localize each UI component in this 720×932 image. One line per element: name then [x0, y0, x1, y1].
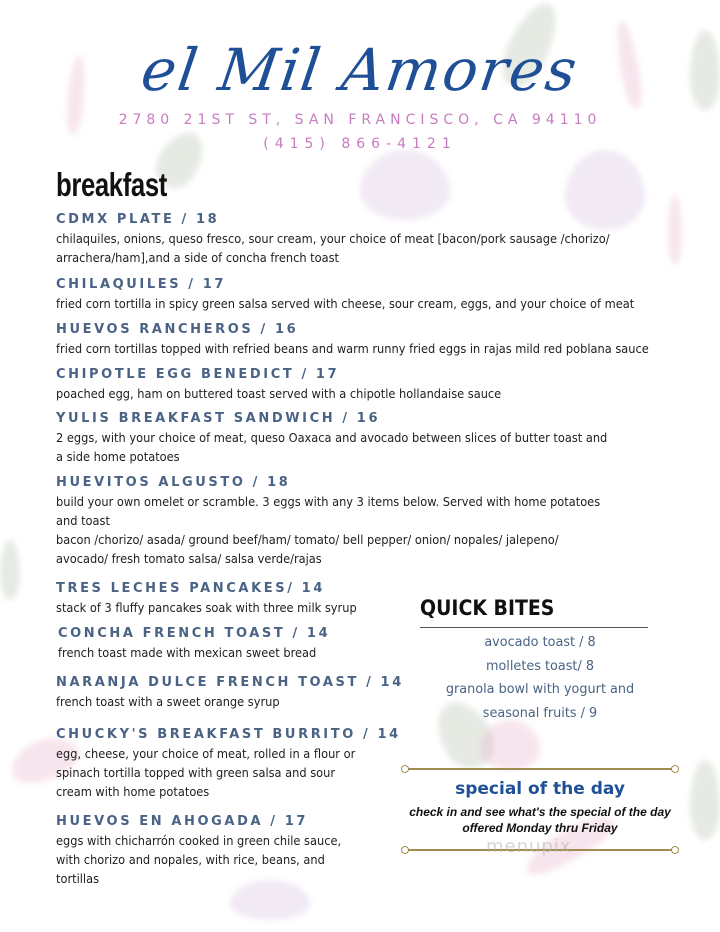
special-description: [395, 804, 685, 836]
desc-line: poached egg, ham on buttered toast served with a chipotle hollandaise sauce: [56, 386, 502, 401]
desc-line: with chorizo and nopales, with rice, beans, and: [56, 852, 325, 867]
desc-line: chilaquiles, onions, queso fresco, sour cream, your choice of meat [bacon/pork sausage /chorizo/: [56, 231, 610, 246]
desc-line: french toast made with mexican sweet bread: [58, 645, 317, 660]
item-description: [56, 744, 373, 801]
flower-decoration: [480, 720, 540, 770]
item-description: [56, 229, 610, 267]
item-name: NARANJA DULCE FRENCH TOAST / 14: [56, 675, 404, 690]
desc-line: bacon /chorizo/ asada/ ground beef/ham/ tomato/ bell pepper/ onion/ nopales/ jalepeno/: [56, 532, 559, 547]
restaurant-name: el Mil Amores: [137, 36, 583, 104]
quick-bite-item: seasonal fruits / 9: [482, 704, 598, 721]
quick-bite-item: molletes toast/ 8: [485, 657, 595, 674]
item-description: [56, 598, 357, 617]
leaf-decoration: [0, 540, 20, 600]
watermark: menupix: [486, 836, 572, 857]
quick-bite-item: avocado toast / 8: [484, 634, 596, 650]
desc-line: cream with home potatoes: [56, 784, 210, 799]
section-title-breakfast: breakfast: [56, 166, 167, 203]
desc-line: french toast with a sweet orange syrup: [56, 694, 280, 709]
item-description: [56, 831, 341, 888]
menu-item: [56, 726, 401, 801]
desc-line: stack of 3 fluffy pancakes soak with three milk syrup: [56, 600, 357, 615]
desc-line: arrachera/ham],and a side of concha french toast: [56, 250, 340, 265]
special-title: special of the day: [455, 779, 625, 799]
item-description: [56, 692, 376, 711]
menu-item: [56, 211, 658, 267]
item-name: HUEVITOS ALGUSTO / 18: [56, 475, 291, 490]
item-description: [56, 384, 501, 403]
menu-item: [56, 813, 366, 888]
item-name: HUEVOS RANCHEROS / 16: [56, 322, 299, 337]
menu-item: [56, 580, 383, 617]
item-description: [56, 339, 649, 358]
desc-line: spinach tortilla topped with green salsa and sour: [56, 765, 336, 780]
menu-item: [56, 410, 655, 466]
leaf-decoration: [690, 760, 720, 840]
menu-item: [56, 474, 647, 568]
quick-bites-list: [420, 631, 660, 725]
item-name: CHUCKY'S BREAKFAST BURRITO / 14: [56, 727, 401, 742]
desc-line: and toast: [56, 513, 110, 528]
menu-item: [58, 625, 339, 662]
desc-line: offered Monday thru Friday: [462, 821, 618, 835]
item-description: [58, 643, 316, 662]
desc-line: avocado/ fresh tomato salsa/ salsa verde/rajas: [56, 551, 322, 566]
flower-decoration: [360, 150, 450, 220]
desc-line: build your own omelet or scramble. 3 eggs with any 3 items below. Served with home potatoes: [56, 494, 601, 509]
menu-item: [56, 674, 404, 711]
item-description: [56, 492, 600, 568]
petal-decoration: [668, 195, 682, 265]
quick-bite-item: granola bowl with yogurt and: [445, 681, 635, 697]
item-name: CDMX PLATE / 18: [56, 212, 220, 227]
divider: [420, 627, 648, 628]
desc-line: 2 eggs, with your choice of meat, queso Oaxaca and avocado between slices of butter toast and: [56, 430, 608, 445]
desc-line: fried corn tortillas topped with refried beans and warm runny fried eggs in rajas mild red poblana sauce: [56, 341, 649, 356]
restaurant-phone: (415) 866-4121: [263, 136, 457, 152]
desc-line: egg, cheese, your choice of meat, rolled in a flour or: [56, 746, 356, 761]
restaurant-address: 2780 21ST ST, SAN FRANCISCO, CA 94110: [118, 112, 602, 128]
item-description: [56, 294, 634, 313]
item-name: CHIPOTLE EGG BENEDICT / 17: [56, 367, 340, 382]
menu-item: [56, 366, 540, 403]
item-name: HUEVOS EN AHOGADA / 17: [56, 814, 309, 829]
desc-line: a side home potatoes: [56, 449, 180, 464]
desc-line: eggs with chicharrón cooked in green chile sauce,: [56, 833, 342, 848]
desc-line: fried corn tortilla in spicy green salsa served with cheese, sour cream, eggs, and your choice of meat: [56, 296, 635, 311]
decorative-rule-top: [405, 768, 675, 770]
item-name: TRES LECHES PANCAKES/ 14: [56, 581, 325, 596]
desc-line: check in and see what's the special of the day: [409, 805, 671, 819]
desc-line: tortillas: [56, 871, 100, 886]
section-title-quick-bites: QUICK BITES: [420, 596, 555, 620]
menu-item: [56, 276, 685, 313]
menu-item: [56, 321, 700, 358]
item-name: CONCHA FRENCH TOAST / 14: [58, 626, 331, 641]
item-description: [56, 428, 607, 466]
item-name: CHILAQUILES / 17: [56, 277, 227, 292]
item-name: YULIS BREAKFAST SANDWICH / 16: [56, 411, 381, 426]
